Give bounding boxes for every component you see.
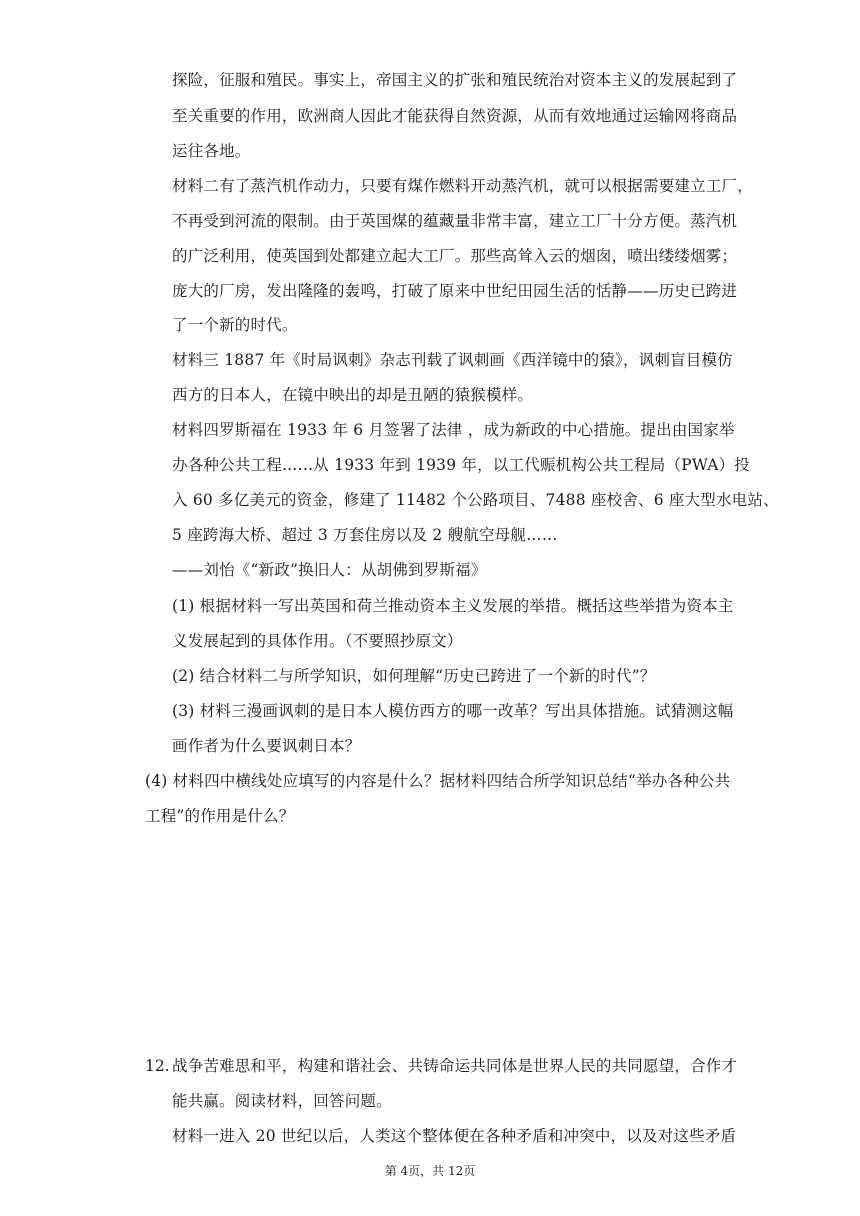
page-footer: 第 4页，共 12页: [384, 1164, 476, 1178]
question-1: (1) 根据材料一写出英国和荷兰推动资本主义发展的举措。概括这些举措为资本主: [172, 597, 734, 615]
text-line: 运往各地。: [172, 142, 251, 160]
material-three-line: 材料三 1887 年《时局讽刺》杂志刊载了讽刺画《西洋镜中的猿》，讽刺盲目模仿: [172, 351, 733, 369]
text-line: 5 座跨海大桥、超过 3 万套住房以及 2 艘航空母舰……: [172, 526, 558, 544]
text-line: 工程”的作用是什么？: [145, 807, 295, 825]
text-line: 材料一进入 20 世纪以后，人类这个整体便在各种矛盾和冲突中，以及对这些矛盾: [172, 1127, 737, 1145]
question-3: (3) 材料三漫画讽刺的是日本人模仿西方的哪一改革？写出具体措施。试猜测这幅: [172, 702, 734, 720]
text-line: 的广泛利用，使英国到处都建立起大工厂。那些高耸入云的烟囱，喷出缕缕烟雾；: [172, 247, 738, 265]
text-line: 办各种公共工程……从 1933 年到 1939 年，以工代赈机构公共工程局（PWA）投: [172, 456, 750, 474]
text-line: 庞大的厂房，发出隆隆的轰鸣，打破了原来中世纪田园生活的恬静——历史已跨进: [172, 282, 738, 300]
text-line: 义发展起到的具体作用。（不要照抄原文）: [172, 632, 463, 650]
question-4: (4) 材料四中横线处应填写的内容是什么？据材料四结合所学知识总结“举办各种公共: [145, 772, 731, 790]
text-line: 画作者为什么要讽刺日本？: [172, 737, 361, 755]
citation-line: ——刘怡《“新政”换旧人：从胡佛到罗斯福》: [172, 561, 487, 579]
text-line: 西方的日本人，在镜中映出的却是丑陋的猿猴模样。: [172, 386, 534, 404]
material-four-line: 材料四罗斯福在 1933 年 6 月签署了法律 ，成为新政的中心措施。提出由国家举: [172, 421, 735, 439]
text-line: 探险，征服和殖民。事实上，帝国主义的扩张和殖民统治对资本主义的发展起到了: [172, 71, 738, 89]
text-line: 了一个新的时代。: [172, 316, 298, 334]
text-line: 不再受到河流的限制。由于英国煤的蕴藏量非常丰富，建立工厂十分方便。蒸汽机: [172, 212, 738, 230]
material-two-line: 材料二有了蒸汽机作动力，只要有煤作燃料开动蒸汽机，就可以根据需要建立工厂，: [172, 177, 753, 195]
question-12-line: 战争苦难思和平，构建和谐社会、共铸命运共同体是世界人民的共同愿望，合作才: [172, 1057, 738, 1075]
question-12-number: 12.: [145, 1057, 170, 1075]
question-2: (2) 结合材料二与所学知识，如何理解“历史已跨进了一个新的时代”？: [172, 667, 656, 685]
text-line: 至关重要的作用，欧洲商人因此才能获得自然资源，从而有效地通过运输网将商品: [172, 107, 738, 125]
text-line: 入 60 多亿美元的资金，修建了 11482 个公路项目、7488 座校舍、6 座大型水电站、: [172, 491, 779, 509]
text-line: 能共赢。阅读材料，回答问题。: [172, 1092, 392, 1110]
